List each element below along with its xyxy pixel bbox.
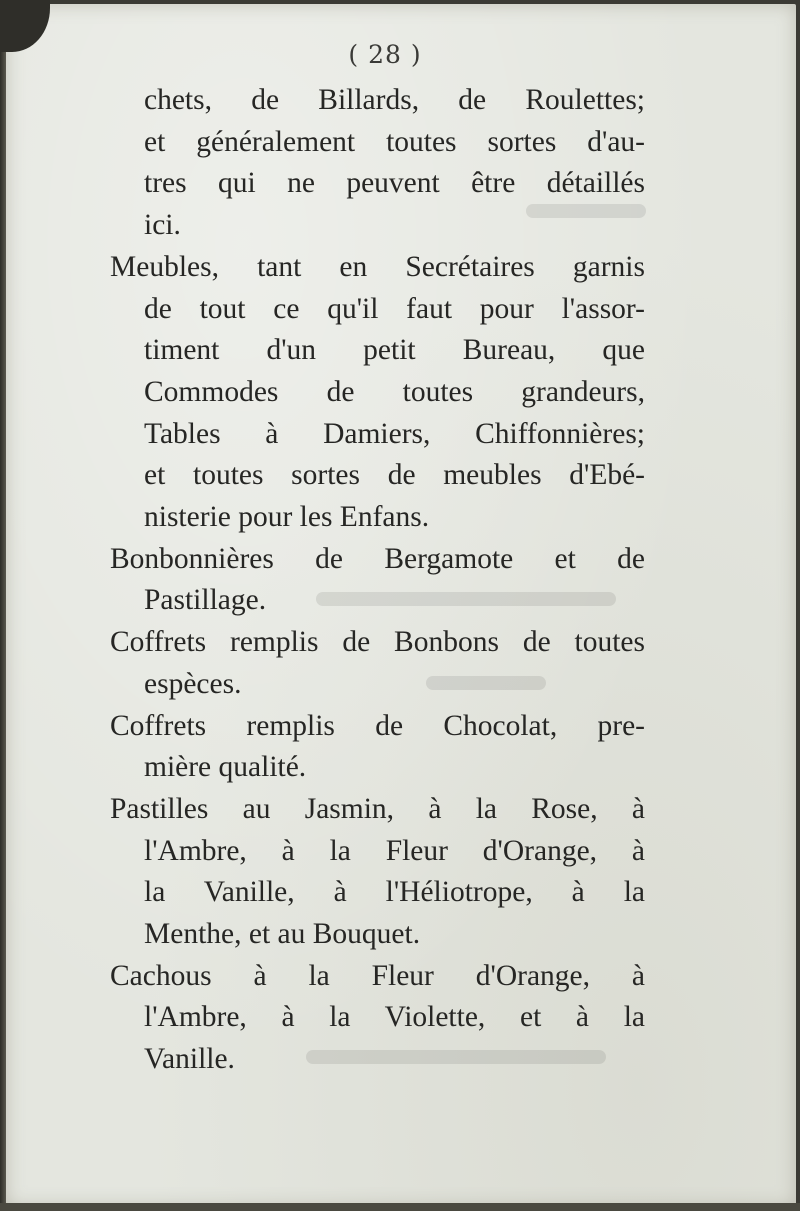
entry-pastilles xyxy=(110,789,645,956)
text-line: ici. xyxy=(144,209,181,242)
text-line: et toutes sortes de meubles d'Ebé- xyxy=(144,459,645,492)
text-line: espèces. xyxy=(144,667,242,700)
text-line: mière qualité. xyxy=(144,751,307,784)
text-line: Vanille. xyxy=(144,1043,235,1076)
text-line: la Vanille, à l'Héliotrope, à la xyxy=(144,876,645,909)
text-line: Menthe, et au Bouquet. xyxy=(144,918,421,951)
entry-heading-line: Pastilles au Jasmin, à la Rose, à xyxy=(110,792,645,825)
text-line: et généralement toutes sortes d'au- xyxy=(144,125,645,158)
entry-meubles xyxy=(110,247,645,539)
text-line: l'Ambre, à la Fleur d'Orange, à xyxy=(144,834,645,867)
entry-heading-line: Coffrets remplis de Bonbons de toutes xyxy=(110,626,645,659)
entry-coffrets-bonbons xyxy=(110,622,645,705)
text-line: nisterie pour les Enfans. xyxy=(144,501,430,534)
entry-heading-line: Meubles, tant en Secrétaires garnis xyxy=(110,250,645,283)
entry-continuation xyxy=(110,80,645,247)
text-line: Commodes de toutes grandeurs, xyxy=(144,375,645,408)
entry-cachous xyxy=(110,956,645,1081)
text-line: chets, de Billards, de Roulettes; xyxy=(144,84,645,116)
page-number: ( 28 ) xyxy=(348,40,422,69)
entry-bonbonnieres xyxy=(110,539,645,622)
text-line: Tables à Damiers, Chiffonnières; xyxy=(144,417,645,450)
entry-heading-line: Cachous à la Fleur d'Orange, à xyxy=(110,959,645,992)
page-bottom-edge xyxy=(0,1203,800,1211)
entry-coffrets-chocolat xyxy=(110,706,645,789)
page-body-text xyxy=(110,80,645,1081)
text-line: de tout ce qu'il faut pour l'assor- xyxy=(144,292,645,325)
text-line: Pastillage. xyxy=(144,584,267,617)
entry-heading-line: Bonbonnières de Bergamote et de xyxy=(110,542,645,575)
text-line: l'Ambre, à la Violette, et à la xyxy=(144,1001,645,1034)
text-line: tres qui ne peuvent être détaillés xyxy=(144,167,645,200)
text-line: timent d'un petit Bureau, que xyxy=(144,334,645,367)
entry-heading-line: Coffrets remplis de Chocolat, pre- xyxy=(110,709,645,742)
